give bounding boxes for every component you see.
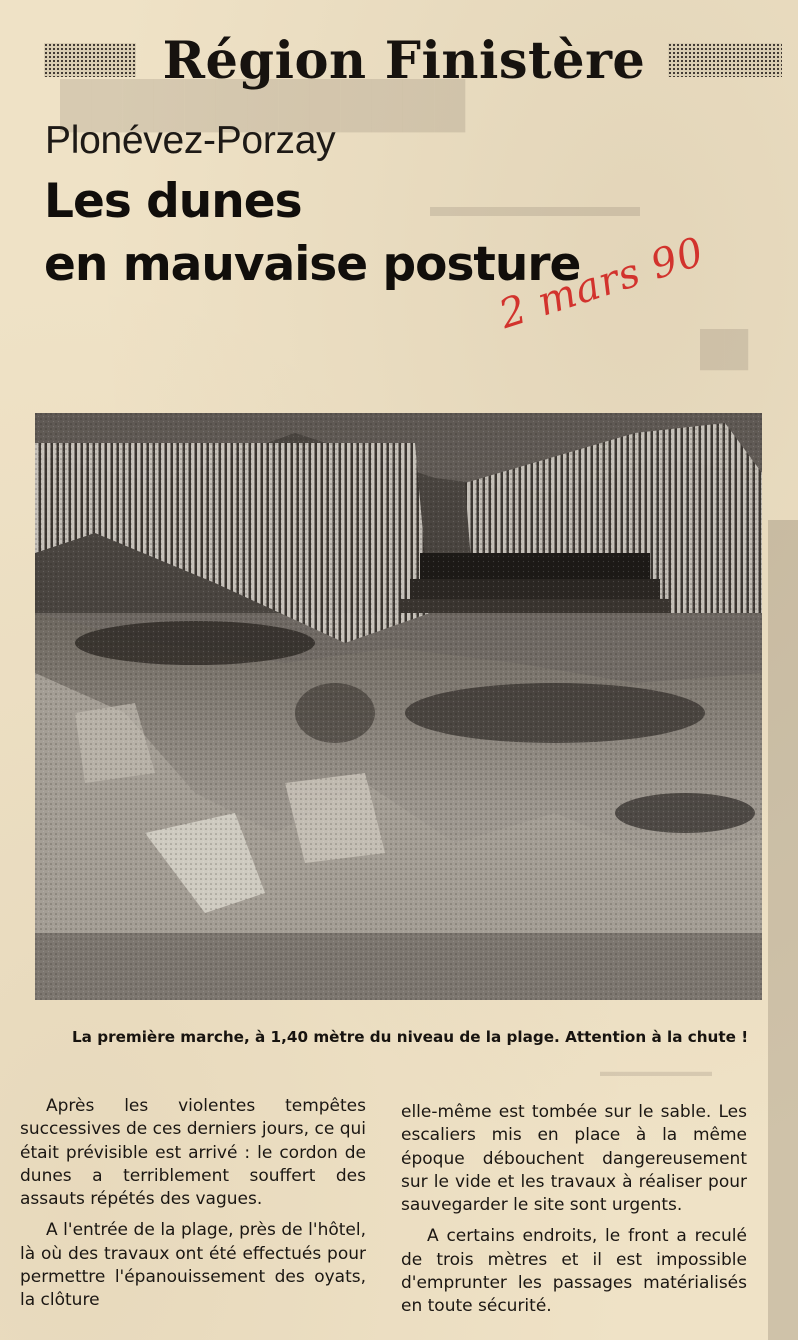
bleed-through-texture: ▬▬▬▬▬▬▬▬	[600, 1063, 712, 1079]
paragraph: A certains endroits, le front a reculé de trois mètres et il est impossible d'emprunter les passages matérialisés en toute sécurité.	[401, 1226, 747, 1317]
bleed-through-texture: ▬▬▬▬▬▬▬	[430, 190, 640, 223]
paragraph: Après les violentes tempêtes successives de ces derniers jours, ce qui était prévisible est arrivé : le cordon de dunes a terriblement souffert des assauts répétés des vagues.	[20, 1096, 366, 1210]
paragraph: A l'entrée de la plage, près de l'hôtel, là où des travaux ont été effectués pour permettre l'épanouissement des oyats, la clôture	[20, 1220, 366, 1311]
article-column-left	[20, 1095, 366, 1321]
halftone-band-right	[668, 43, 782, 77]
article-locality: Plonévez-Porzay	[45, 119, 336, 162]
article-column-right	[401, 1101, 747, 1327]
section-title: Région Finistère	[162, 31, 646, 91]
paragraph: elle-même est tombée sur le sable. Les escaliers mis en place à la même époque débouchent dangereusement sur le vide et les travaux à réaliser pour sauvegarder le site sont urgents.	[401, 1102, 747, 1216]
headline-line-2: en mauvaise posture	[44, 237, 581, 292]
headline-line-1: Les dunes	[44, 174, 302, 229]
bleed-through-texture: █████████████	[60, 80, 466, 129]
bleed-through-texture: ██	[700, 330, 749, 368]
halftone-band-left	[44, 43, 136, 77]
section-header	[44, 28, 782, 94]
dune-fence-photo	[35, 413, 762, 1000]
page-edge-shadow	[768, 520, 798, 1340]
handwritten-date-annotation: 2 mars 90	[493, 228, 710, 338]
photo-caption: La première marche, à 1,40 mètre du niveau de la plage. Attention à la chute !	[72, 1028, 749, 1046]
